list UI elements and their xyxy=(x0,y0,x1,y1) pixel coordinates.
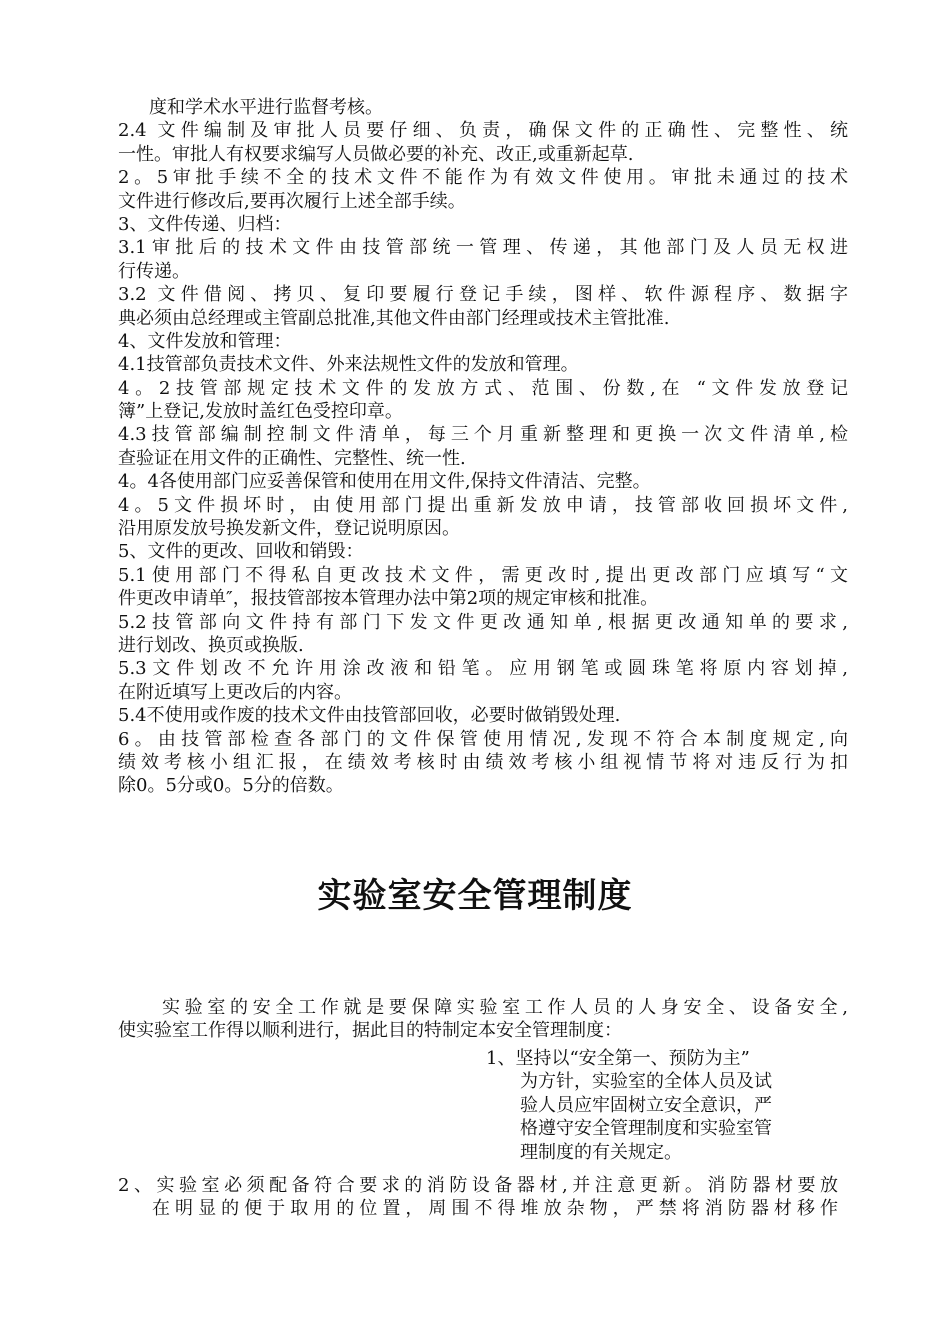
text-line: 绩效考核小组汇报，在绩效考核时由绩效考核小组视情节将对违反行为扣 xyxy=(118,751,848,773)
intro-paragraph xyxy=(118,996,848,1043)
text-line: 为方针，实验室的全体人员及试 xyxy=(520,1071,772,1093)
text-line: 5.1使用部门不得私自更改技术文件，需更改时,提出更改部门应填写“文 xyxy=(118,564,848,586)
text-line: 件更改申请单″，报技管部按本管理办法中第2项的规定审核和批准。 xyxy=(118,588,659,610)
text-line: 沿用原发放号换发新文件，登记说明原因。 xyxy=(118,518,460,540)
text-line: 度和学术水平进行监督考核。 xyxy=(149,97,383,118)
text-line: 1、坚持以“安全第一、预防为主” xyxy=(486,1048,750,1069)
text-line: 3.2 文件借阅、拷贝、复印要履行登记手续，图样、软件源程序、数据字 xyxy=(118,284,848,306)
text-line: 实验室的安全工作就是要保障实验室工作人员的人身安全、设备安全, xyxy=(162,997,848,1018)
text-line: 除0。5分或0。5分的倍数。 xyxy=(118,775,344,797)
list-item-1 xyxy=(486,1047,846,1164)
text-line: 4.1技管部负责技术文件、外来法规性文件的发放和管理。 xyxy=(118,354,579,376)
text-line: 在附近填写上更改后的内容。 xyxy=(118,681,352,703)
text-line: 一性。审批人有权要求编写人员做必要的补充、改正,或重新起草. xyxy=(118,143,634,165)
text-line: 3.1审批后的技术文件由技管部统一管理、传递，其他部门及人员无权进 xyxy=(118,237,848,259)
text-line: 4。2技管部规定技术文件的发放方式、范围、份数,在 “文件发放登记 xyxy=(118,377,848,399)
text-line: 使实验室工作得以顺利进行，据此目的特制定本安全管理制度： xyxy=(118,1020,622,1042)
text-line: 5.4不使用或作废的技术文件由技管部回收，必要时做销毁处理. xyxy=(118,705,621,727)
text-line: 格遵守安全管理制度和实验室管 xyxy=(520,1118,772,1140)
section-text xyxy=(118,96,848,798)
text-line: 4.3技管部编制控制文件清单，每三个月重新整理和更换一次文件清单,检 xyxy=(118,424,848,446)
text-line: 6。由技管部检查各部门的文件保管使用情况,发现不符合本制度规定,向 xyxy=(118,728,848,750)
text-line: 簿”上登记,发放时盖红色受控印章。 xyxy=(118,401,403,423)
text-line: 在明显的便于取用的位置，周围不得堆放杂物，严禁将消防器材移作 xyxy=(152,1198,838,1220)
text-line: 5.2技管部向文件持有部门下发文件更改通知单,根据更改通知单的要求, xyxy=(118,611,848,633)
text-line: 文件进行修改后,要再次履行上述全部手续。 xyxy=(118,190,466,212)
text-line: 行传递。 xyxy=(118,260,190,282)
text-line: 理制度的有关规定。 xyxy=(520,1141,682,1163)
text-line: 4。4各使用部门应妥善保管和使用在用文件,保持文件清洁、完整。 xyxy=(118,471,651,493)
text-line: 进行划改、换页或换版. xyxy=(118,634,304,656)
text-line: 典必须由总经理或主管副总批准,其他文件由部门经理或技术主管批准. xyxy=(118,307,670,329)
text-line: 验人员应牢固树立安全意识，严 xyxy=(520,1094,772,1116)
text-line: 查验证在用文件的正确性、完整性、统一性. xyxy=(118,447,466,469)
page-title: 实验室安全管理制度 xyxy=(317,876,633,916)
list-item-2 xyxy=(118,1174,838,1221)
heading-line: 3、文件传递、归档： xyxy=(118,213,292,235)
heading-line: 4、文件发放和管理： xyxy=(118,330,292,352)
text-line: 5.3文件划改不允许用涂改液和铅笔。应用钢笔或圆珠笔将原内容划掉, xyxy=(118,658,848,680)
text-line: 2.4 文件编制及审批人员要仔细、负责，确保文件的正确性、完整性、统 xyxy=(118,120,848,142)
heading-line: 5、文件的更改、回收和销毁： xyxy=(118,541,364,563)
text-line: 2、实验室必须配备符合要求的消防设备器材,并注意更新。消防器材要放 xyxy=(118,1175,838,1196)
text-line: 4。5文件损坏时，由使用部门提出重新发放申请，技管部收回损坏文件, xyxy=(118,494,848,516)
text-line: 2。5审批手续不全的技术文件不能作为有效文件使用。审批未通过的技术 xyxy=(118,167,848,189)
